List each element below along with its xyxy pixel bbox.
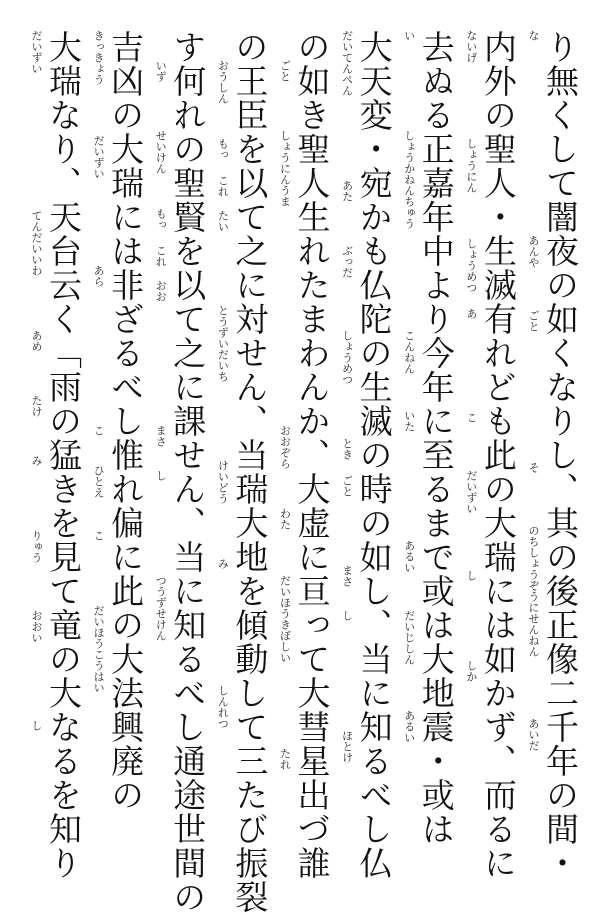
furigana: ごと xyxy=(278,60,292,82)
ruby-line xyxy=(341,30,354,790)
furigana: こ xyxy=(92,530,106,541)
furigana: しか xyxy=(464,660,478,682)
ruby-line xyxy=(154,30,167,790)
main-text-line: の如き聖人生れたまわんか、大虚に亘って大彗星出づ誰 xyxy=(292,30,332,880)
furigana: もっ xyxy=(154,208,168,230)
ruby-line xyxy=(92,30,105,790)
main-text-line: 吉凶の大瑞には非ざるべし惟れ偏に此の大法興廃の xyxy=(106,30,146,812)
furigana: とうずいだいち xyxy=(216,305,230,382)
furigana: し xyxy=(30,720,43,731)
furigana: あら xyxy=(92,265,106,287)
furigana: み xyxy=(216,558,230,569)
ruby-line xyxy=(279,30,292,790)
ruby-line xyxy=(403,30,416,790)
furigana: ないげ xyxy=(464,30,478,63)
ruby-line xyxy=(465,30,478,790)
furigana: だいじしん xyxy=(402,610,416,665)
furigana: きっきょう xyxy=(92,30,106,85)
furigana: そ xyxy=(527,462,540,473)
furigana: とき xyxy=(340,438,354,460)
furigana: いず xyxy=(154,60,168,82)
ruby-line xyxy=(216,30,229,790)
main-text-line: す何れの聖賢を以て之に課せん、当に知るべし通途世間の xyxy=(168,30,208,914)
furigana: たれ xyxy=(278,748,292,770)
furigana: おお xyxy=(154,280,168,302)
furigana: おうしん xyxy=(216,60,230,104)
furigana: しょうにんうま xyxy=(278,130,292,207)
main-text-line: 内外の聖人・生滅有れども此の大瑞には如かず、而るに xyxy=(478,30,518,880)
furigana: あるい xyxy=(402,540,416,573)
ruby-line xyxy=(30,30,43,790)
main-text-line: 大瑞なり、天台云く「雨の猛きを見て竜の大なるを知り xyxy=(44,30,83,880)
furigana: し xyxy=(340,610,354,621)
text-column xyxy=(30,30,83,880)
furigana: もっ xyxy=(216,138,230,160)
furigana: これ xyxy=(154,245,168,267)
furigana: だいほうこうはい xyxy=(92,605,106,693)
furigana: いた xyxy=(402,410,416,432)
furigana: だいずい xyxy=(464,470,478,514)
furigana: ひとえ xyxy=(92,465,106,498)
furigana: ごと xyxy=(340,475,354,497)
furigana: だいてんぺん xyxy=(340,30,354,96)
furigana: み xyxy=(30,455,43,466)
furigana: つうずせけん xyxy=(154,575,168,641)
furigana: しょうにん xyxy=(464,138,478,193)
furigana: あいだ xyxy=(527,718,540,751)
furigana: まさ xyxy=(340,565,354,587)
furigana: これ xyxy=(216,175,230,197)
furigana: てんだいいわ xyxy=(30,210,43,276)
furigana: ほとけ xyxy=(340,730,354,763)
furigana: しんれつ xyxy=(216,685,230,729)
furigana: まさ xyxy=(154,425,168,447)
furigana: い xyxy=(402,30,416,41)
furigana: けいどう xyxy=(216,460,230,504)
furigana: だいずい xyxy=(92,135,106,179)
furigana: あるい xyxy=(402,710,416,743)
furigana: だいほうきぼしい xyxy=(278,575,292,663)
furigana: しょうかねんちゅう xyxy=(402,130,416,229)
furigana: りゅう xyxy=(30,530,43,563)
text-column xyxy=(216,30,270,914)
furigana: こ xyxy=(464,412,478,423)
furigana: し xyxy=(154,470,168,481)
ruby-line xyxy=(527,30,540,790)
furigana: あんや xyxy=(527,235,540,268)
furigana: のちしょうぞうにせんねん xyxy=(527,525,540,657)
furigana: し xyxy=(464,570,478,581)
furigana: おおぞら xyxy=(278,425,292,469)
text-column xyxy=(92,30,146,812)
furigana: こ xyxy=(92,425,106,436)
furigana: な xyxy=(527,30,540,41)
furigana: しょうめつ xyxy=(464,238,478,293)
main-text-line: の王臣を以て之に対せん、当瑞大地を傾動して三たび振裂 xyxy=(230,30,270,914)
main-text-line: り無くして闇夜の如くなりし、其の後正像二千年の間・ xyxy=(541,30,580,880)
text-column xyxy=(527,30,580,880)
text-column xyxy=(278,30,332,880)
furigana: ごと xyxy=(527,310,540,332)
furigana: こんねん xyxy=(402,330,416,374)
furigana: あた xyxy=(340,180,354,202)
furigana: しょうめつ xyxy=(340,330,354,385)
main-text-line: 去ぬる正嘉年中より今年に至るまで或は大地震・或は xyxy=(416,30,456,846)
text-column xyxy=(464,30,518,880)
text-column xyxy=(340,30,394,880)
text-column xyxy=(402,30,456,846)
main-text-line: 大天変・宛かも仏陀の生滅の時の如し、当に知るべし仏 xyxy=(354,30,394,880)
furigana: あ xyxy=(464,308,478,319)
furigana: わた xyxy=(278,508,292,530)
furigana: おおい xyxy=(30,610,43,643)
furigana: たけ xyxy=(30,395,43,417)
furigana: だいずい xyxy=(30,30,43,74)
furigana: せいけん xyxy=(154,130,168,174)
text-column xyxy=(154,30,208,914)
furigana: たい xyxy=(216,210,230,232)
furigana: あめ xyxy=(30,330,43,352)
furigana: ぶっだ xyxy=(340,245,354,278)
